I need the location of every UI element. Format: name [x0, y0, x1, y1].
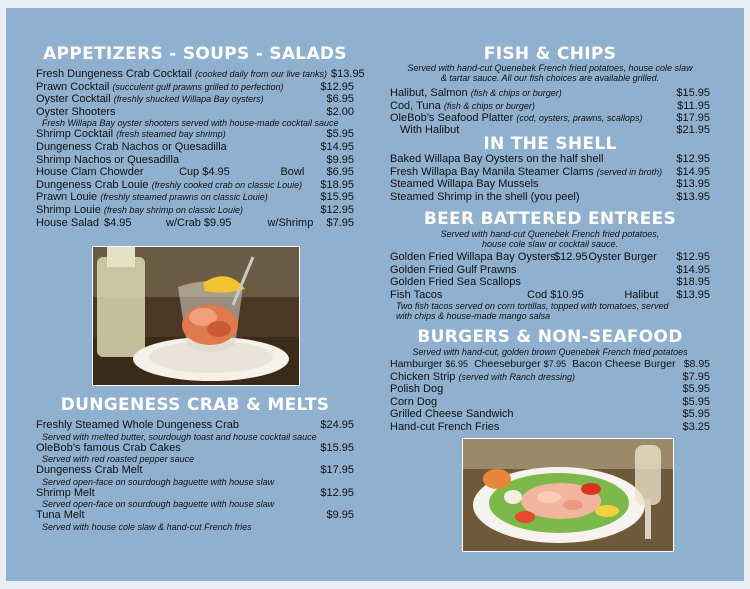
menu-item-oysters — [390, 251, 710, 264]
item-name: Oyster Cocktail — [36, 93, 111, 106]
item-price: $9.95 — [326, 509, 354, 522]
item-name: Steamed Shrimp in the shell (you peel) — [390, 190, 580, 203]
item-name: Cod, Tuna — [390, 99, 441, 112]
item-price: $7.95 — [543, 359, 567, 369]
subtitle-line: & tartar sauce. All our fish choices are available grilled. — [440, 73, 660, 83]
item-note: (freshly steamed prawns on classic Louie) — [100, 192, 268, 203]
item-name: Halibut, Salmon — [390, 87, 468, 99]
burgers-heading: BURGERS & NON-SEAFOOD — [417, 327, 683, 347]
item-price: $9.95 — [326, 153, 354, 166]
menu-item-fish-tacos — [390, 289, 710, 302]
item-note: (served in broth) — [596, 166, 663, 177]
item-price: $13.95 — [331, 68, 365, 80]
item-price: $12.95 — [320, 80, 354, 93]
item-note: (fresh steamed bay shrimp) — [116, 129, 226, 140]
item-name: Prawn Cocktail — [36, 80, 110, 93]
item-price: $8.95 — [683, 358, 710, 370]
item-price: $3.25 — [682, 420, 710, 433]
menu-item — [36, 191, 354, 204]
item-price: $2.00 — [326, 105, 354, 118]
item-description: Fresh Willapa Bay oyster shooters served with house-made cocktail sauce — [42, 118, 339, 129]
item-name: OleBob’s Seafood Platter — [390, 112, 514, 125]
menu-item — [390, 264, 710, 277]
item-price: $18.95 — [676, 276, 710, 289]
cup-price: Cup $4.95 — [179, 166, 230, 179]
item-name: Oyster Shooters — [36, 105, 116, 118]
item-description: Served with red roasted pepper sauce — [42, 454, 195, 465]
item-price: $18.95 — [320, 178, 354, 191]
subtitle-line: Served with hand-cut, golden brown Quenebek French fried potatoes — [412, 347, 688, 357]
crab-price: w/Crab $9.95 — [166, 216, 232, 229]
menu-item — [36, 93, 354, 106]
item-note: (fresh bay shrimp on classic Louie) — [103, 204, 243, 215]
item-name: Fresh Dungeness Crab Cocktail — [36, 68, 192, 80]
item-price: $14.95 — [676, 165, 710, 178]
item-price: $5.95 — [682, 395, 710, 408]
item-price: $14.95 — [676, 263, 710, 276]
bowl-price: $6.95 — [326, 166, 354, 179]
item-name: Prawn Louie — [36, 191, 98, 204]
crab-melts-heading: DUNGENESS CRAB & MELTS — [60, 395, 330, 415]
page-edge-top — [0, 0, 750, 8]
item-description: Served open-face on sourdough baguette with house slaw — [42, 476, 275, 487]
menu-item — [36, 68, 365, 81]
menu-item — [36, 487, 354, 500]
item-name: Golden Fried Gulf Prawns — [390, 263, 517, 276]
item-note: (fish & chips or burger) — [443, 100, 535, 111]
menu-item — [36, 81, 354, 94]
menu-item — [36, 442, 354, 455]
menu-item — [390, 100, 710, 113]
item-name: Fresh Willapa Bay Manila Steamer Clams — [390, 165, 594, 178]
item-price: $13.95 — [676, 178, 710, 191]
item-note: (cod, oysters, prawns, scallops) — [516, 113, 643, 124]
item-price: $5.95 — [682, 408, 710, 421]
menu-item — [390, 87, 710, 100]
item-description: Served with melted butter, sourdough toast and house cocktail sauce — [42, 431, 317, 442]
item-price: $15.95 — [676, 87, 710, 99]
menu-item — [36, 204, 354, 217]
menu-item — [36, 509, 354, 522]
item-name: Freshly Steamed Whole Dungeness Crab — [36, 419, 239, 431]
item-name: Cheeseburger — [474, 358, 541, 370]
item-description: Served open-face on sourdough baguette with house slaw — [42, 499, 275, 510]
item-note: (served with Ranch dressing) — [458, 371, 576, 382]
item-price: $5.95 — [682, 383, 710, 396]
item-price: $11.95 — [677, 99, 710, 112]
menu-item — [390, 383, 710, 396]
item-name: Fish Tacos — [390, 288, 443, 301]
cod-price: Cod $10.95 — [527, 288, 584, 301]
item-name: House Clam Chowder — [36, 166, 144, 179]
fish-chips-heading: FISH & CHIPS — [483, 44, 617, 64]
menu-item — [36, 464, 354, 477]
item-name: Shrimp Nachos or Quesadilla — [36, 153, 180, 166]
item-name: Dungeness Crab Melt — [36, 464, 143, 477]
item-price: $12.95 — [554, 251, 588, 263]
menu-item-house-salad — [36, 217, 354, 230]
item-name: House Salad — [36, 216, 99, 229]
menu-item — [390, 276, 710, 289]
burger-label: Oyster Burger — [588, 251, 657, 263]
item-name: Grilled Cheese Sandwich — [390, 408, 514, 421]
crab-cocktail-photo — [92, 246, 300, 386]
item-name: Baked Willapa Bay Oysters on the half shell — [390, 153, 604, 165]
item-price: $6.95 — [445, 359, 469, 369]
item-price: $6.95 — [326, 93, 354, 106]
item-price: $21.95 — [676, 123, 710, 136]
shrimp-salad-photo — [462, 438, 674, 552]
item-note: (cooked daily from our live tanks) — [194, 69, 328, 79]
menu-item — [36, 419, 354, 432]
menu-item — [36, 106, 354, 119]
bowl-label: Bowl — [280, 166, 305, 179]
item-name: Shrimp Cocktail — [36, 128, 114, 141]
item-note: (freshly shucked Willapa Bay oysters) — [113, 94, 264, 105]
item-price: $17.95 — [676, 112, 710, 125]
halibut-price: $13.95 — [676, 288, 710, 301]
item-name: Dungeness Crab Louie — [36, 178, 149, 191]
item-price: $12.95 — [676, 153, 710, 165]
menu-item — [390, 178, 710, 191]
item-description: Served with house cole slaw & hand-cut French fries — [42, 521, 252, 532]
menu-item — [390, 166, 710, 179]
burgers-subtitle — [390, 347, 710, 357]
in-the-shell-list — [390, 153, 710, 203]
item-price: $7.95 — [682, 370, 710, 383]
beer-battered-subtitle — [390, 229, 710, 249]
item-name: Corn Dog — [390, 395, 438, 408]
page-edge-left — [0, 0, 6, 589]
menu-item-chowder — [36, 166, 354, 179]
item-name: OleBob’s famous Crab Cakes — [36, 441, 181, 454]
halibut-label: Halibut — [624, 288, 659, 301]
item-description: with chips & house-made mango salsa — [396, 311, 551, 322]
menu-item — [36, 179, 354, 192]
beer-battered-heading: BEER BATTERED ENTREES — [423, 209, 677, 229]
menu-item-burgers — [390, 358, 710, 371]
menu-item — [390, 371, 710, 384]
item-description: Two fish tacos served on corn tortillas, topped with tomatoes, served — [396, 301, 669, 312]
in-the-shell-heading: IN THE SHELL — [483, 134, 617, 154]
shrimp-label: w/Shrimp — [267, 216, 314, 229]
menu-item — [36, 128, 354, 141]
menu-item — [390, 421, 710, 434]
item-name: Polish Dog — [390, 383, 444, 396]
item-name: Hamburger — [390, 358, 443, 370]
item-price: $5.95 — [326, 128, 354, 141]
item-name: Steamed Willapa Bay Mussels — [390, 178, 539, 191]
fish-chips-subtitle — [390, 63, 710, 83]
item-price: $4.95 — [104, 216, 132, 229]
item-name: Shrimp Louie — [36, 203, 101, 216]
item-price: $14.95 — [320, 140, 354, 153]
item-name: Dungeness Crab Nachos or Quesadilla — [36, 140, 227, 153]
item-price: $12.95 — [320, 203, 354, 216]
subtitle-line: house cole slaw or cocktail sauce. — [481, 239, 619, 249]
item-name: Golden Fried Willapa Bay Oysters — [390, 251, 556, 263]
item-name: Bacon Cheese Burger — [572, 358, 676, 370]
menu-item — [390, 191, 710, 204]
item-name: With Halibut — [400, 123, 460, 136]
item-name: Hand-cut French Fries — [390, 420, 500, 433]
item-price: $12.95 — [320, 486, 354, 499]
menu-item — [390, 396, 710, 409]
item-name: Golden Fried Sea Scallops — [390, 276, 521, 289]
item-name: Shrimp Melt — [36, 486, 95, 499]
menu-item — [390, 153, 710, 166]
item-price: $24.95 — [320, 419, 354, 431]
shrimp-price: $7.95 — [326, 216, 354, 229]
item-price: $15.95 — [320, 191, 354, 204]
menu-item — [390, 112, 710, 125]
menu-item — [36, 154, 354, 167]
item-note: (fish & chips or burger) — [470, 88, 562, 98]
beer-battered-list — [390, 251, 710, 321]
crab-melts-list — [36, 419, 354, 532]
fish-chips-list — [390, 87, 710, 135]
item-price: $13.95 — [676, 190, 710, 203]
subtitle-line: Served with hand-cut Quenebek French fried potatoes, house cole slaw — [407, 63, 693, 73]
item-price: $17.95 — [320, 464, 354, 477]
appetizers-list — [36, 68, 365, 229]
item-name: Chicken Strip — [390, 370, 456, 383]
appetizers-heading: APPETIZERS - SOUPS - SALADS — [43, 44, 347, 64]
menu-item — [36, 141, 354, 154]
item-price: $15.95 — [320, 441, 354, 454]
burgers-list — [390, 358, 710, 434]
item-note: (succulent gulf prawns grilled to perfection) — [112, 81, 284, 92]
burger-price: $12.95 — [676, 251, 710, 263]
subtitle-line: Served with hand-cut Quenebek French fried potatoes, — [440, 229, 660, 239]
item-name: Tuna Melt — [36, 509, 85, 522]
menu-item — [390, 408, 710, 421]
item-note: (freshly cooked crab on classic Louie) — [151, 179, 303, 190]
page-edge-bottom — [0, 581, 750, 589]
page-edge-right — [744, 0, 750, 589]
